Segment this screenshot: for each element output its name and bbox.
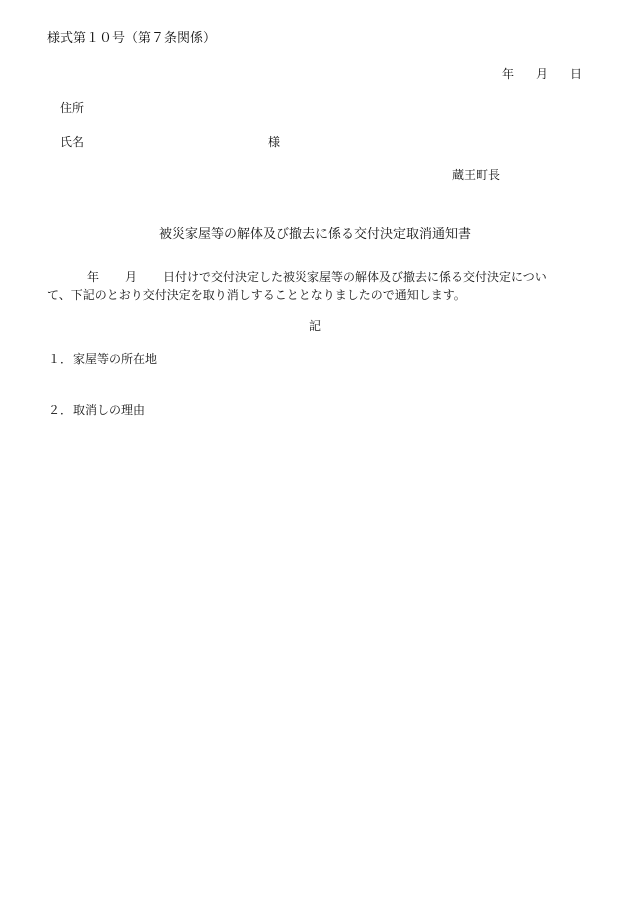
- ki-heading: 記: [308, 319, 321, 333]
- body-paragraph: [47, 268, 587, 304]
- date-line: [502, 68, 582, 80]
- list-item: [48, 353, 157, 365]
- date-year-label: 年: [501, 67, 514, 81]
- body-line-1: [47, 268, 587, 286]
- date-month-label: 月: [535, 67, 548, 81]
- name-label: 氏名: [60, 135, 85, 149]
- body-year-label: 年: [87, 270, 100, 284]
- item-number: １．: [48, 352, 73, 366]
- item-label: 取消しの理由: [73, 403, 146, 417]
- address-label: 住所: [60, 101, 85, 115]
- item-number: ２．: [48, 403, 73, 417]
- list-item: [48, 404, 145, 416]
- form-number: 様式第１０号（第７条関係）: [47, 31, 217, 46]
- body-line-1-text: 日付けで交付決定した被災家屋等の解体及び撤去に係る交付決定につい: [163, 270, 547, 284]
- issuer-name: 蔵王町長: [452, 168, 501, 182]
- document-title: 被災家屋等の解体及び撤去に係る交付決定取消通知書: [158, 227, 471, 242]
- body-month-label: 月: [125, 270, 138, 284]
- body-line-2: て、下記のとおり交付決定を取り消しすることとなりましたので通知します。: [47, 288, 466, 302]
- date-day-label: 日: [569, 67, 582, 81]
- honorific: 様: [268, 135, 281, 149]
- item-label: 家屋等の所在地: [73, 352, 158, 366]
